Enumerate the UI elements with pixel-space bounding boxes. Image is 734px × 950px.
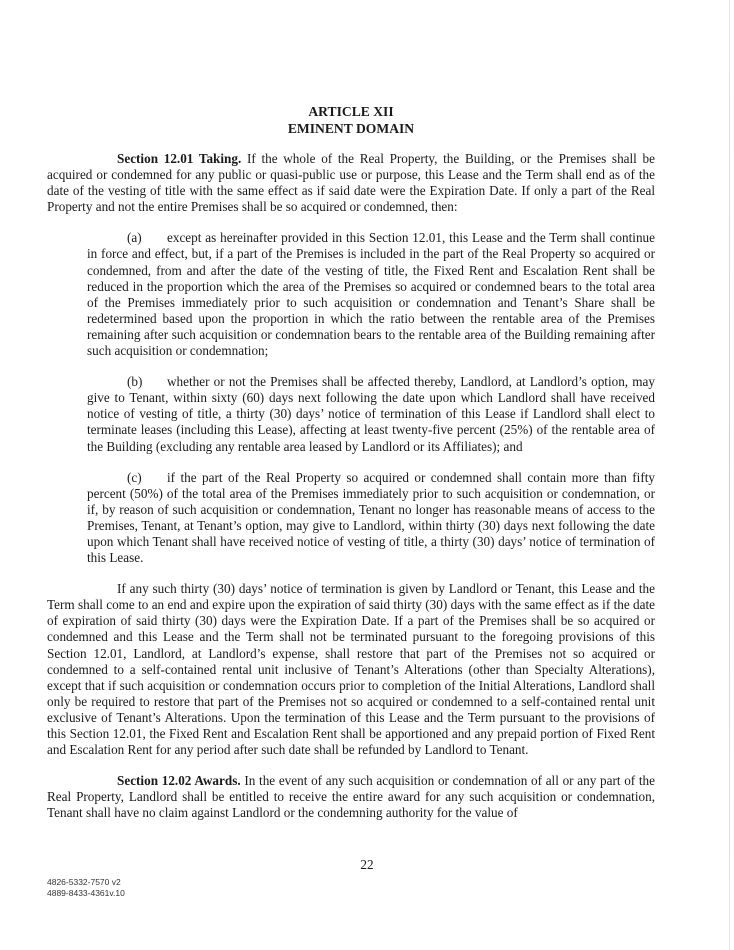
clause-b-text: whether or not the Premises shall be affected thereby, Landlord, at Landlord’s option, may give to Tenant, within sixty (60) days next following the date upon which Landlord shall have received notice of vesting of title, a thirty (30) days’ notice of termination of this Lease if Landlord shall elect to terminate leases (including this Lease), affecting at least twenty-five percent (25%) of the rentable area of the Building (excluding any rentable area leased by Landlord or its Affiliates); and [87, 374, 655, 454]
article-number: ARTICLE XII [308, 104, 394, 119]
clause-a-text: except as hereinafter provided in this Section 12.01, this Lease and the Term shall continue in force and effect, but, if a part of the Premises is included in the part of the Real Property so acquired or condemned, from and after the date of the vesting of title, the Fixed Rent and Escalation Rent shall be reduced in the proportion which the area of the Premises so acquired or condemned bears to the total area of the Premises immediately prior to such acquisition or condemnation and Tenant’s Share shall be redetermined based upon the proportion in which the ratio between the rentable area of the Premises remaining after such acquisition or condemnation bears to the rentable area of the Building remaining after such acquisition or condemnation; [87, 230, 655, 359]
clause-c [87, 470, 655, 567]
clause-c-label: (c) [127, 469, 142, 485]
termination-paragraph: If any such thirty (30) days’ notice of termination is given by Landlord or Tenant, this Lease and the Term shall come to an end and expire upon the expiration of said thirty (30) days with the same effect as if the date of expiration of said thirty (30) days were the Expiration Date. If a part of the Premises shall be so acquired or condemned and this Lease and the Term shall not be terminated pursuant to the foregoing provisions of this Section 12.01, Landlord, at Landlord’s expense, shall restore that part of the Premises not so acquired or condemned to a self-contained rental unit inclusive of Tenant’s Alterations (other than Specialty Alterations), except that if such acquisition or condemnation occurs prior to completion of the Initial Alterations, Landlord shall only be required to restore that part of the Premises not so acquired or condemned to a self-contained rental unit exclusive of Tenant’s Alterations. Upon the termination of this Lease and the Term pursuant to the provisions of this Section 12.01, the Fixed Rent and Escalation Rent shall be apportioned and any prepaid portion of Fixed Rent and Escalation Rent for any period after such date shall be refunded by Landlord to Tenant. [47, 581, 655, 758]
scan-edge-line [729, 0, 730, 950]
clause-a [87, 230, 655, 359]
page-number: 22 [360, 857, 374, 872]
document-id-codes [47, 877, 125, 899]
section-12-01-text: If the whole of the Real Property, the Building, or the Premises shall be acquired or condemned for any public or quasi-public use or purpose, this Lease and the Term shall end as of the date of the vesting of title with the same effect as if said date were the Expiration Date. If only a part of the Real Property and not the entire Premises shall be so acquired or condemned, then: [47, 151, 655, 215]
section-12-01-paragraph [47, 151, 655, 215]
section-12-02-heading: Section 12.02 Awards. [117, 773, 241, 789]
section-12-02-paragraph [47, 773, 655, 821]
clause-a-label: (a) [127, 230, 142, 246]
article-title: EMINENT DOMAIN [287, 121, 415, 136]
clause-b [87, 374, 655, 454]
article-heading [47, 103, 655, 137]
document-id-1: 4826-5332-7570 v2 [47, 877, 121, 887]
section-12-01-heading: Section 12.01 Taking. [117, 151, 242, 166]
clause-b-label: (b) [127, 374, 143, 390]
clause-c-text: if the part of the Real Property so acquired or condemned shall contain more than fifty percent (50%) of the total area of the Premises immediately prior to such acquisition or condemnation, or if, by reason of such acquisition or condemnation, Tenant no longer has reasonable means of access to the Premises, Tenant, at Tenant’s option, may give to Landlord, within thirty (30) days next following the date upon which Tenant shall have received notice of vesting of title, a thirty (30) days’ notice of termination of this Lease. [87, 469, 655, 566]
document-body [47, 151, 655, 836]
document-id-2: 4889-8433-4361v.10 [47, 888, 125, 898]
section-12-02-text: In the event of any such acquisition or condemnation of all or any part of the Real Property, Landlord shall be entitled to receive the entire award for any such acquisition or condemnation, Tenant shall have no claim against Landlord or the condemning authority for the value of [47, 773, 655, 821]
